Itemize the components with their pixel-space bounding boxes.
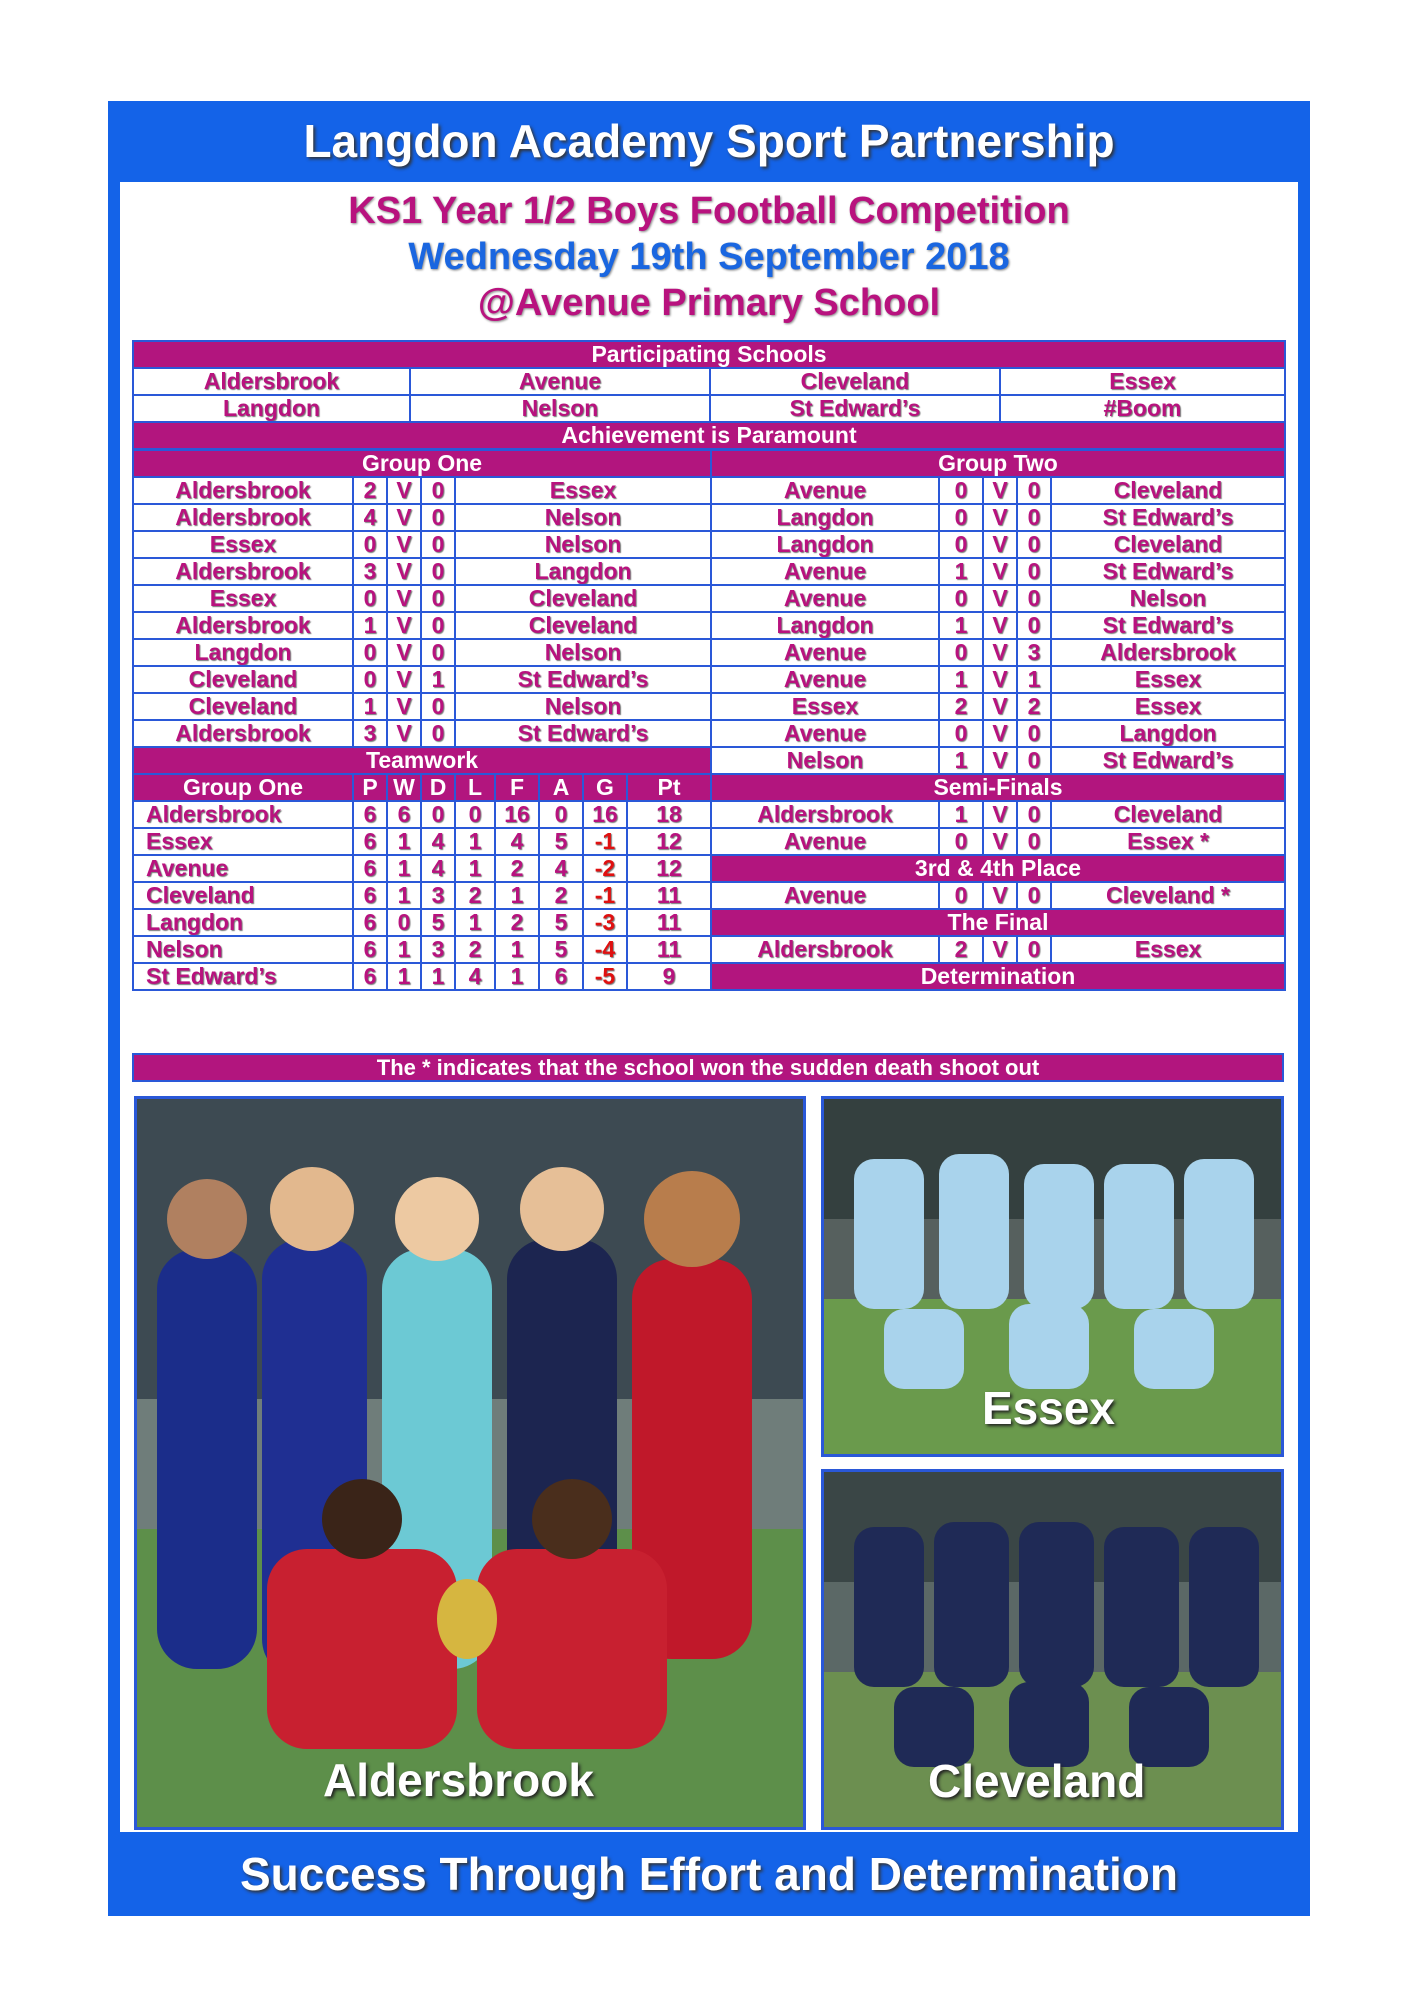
home-team: Aldersbrook <box>133 612 353 639</box>
participating-schools-table <box>132 340 1286 450</box>
match-row <box>711 612 1285 639</box>
away-score: 0 <box>1017 477 1051 504</box>
league-column-header: W <box>387 774 421 801</box>
match-row <box>711 882 1285 909</box>
league-stat: 2 <box>455 882 495 909</box>
league-row <box>133 801 711 828</box>
away-score: 0 <box>421 693 455 720</box>
league-stat: 16 <box>495 801 539 828</box>
match-row <box>133 477 711 504</box>
note-table <box>132 1053 1284 1082</box>
league-stat: 1 <box>421 963 455 990</box>
league-stat: 1 <box>387 855 421 882</box>
home-team: Aldersbrook <box>133 504 353 531</box>
away-score: 0 <box>1017 504 1051 531</box>
versus: V <box>387 477 421 504</box>
teamwork-row <box>133 747 711 774</box>
versus: V <box>387 693 421 720</box>
league-stat: 5 <box>421 909 455 936</box>
home-team: Avenue <box>711 882 939 909</box>
away-team: Cleveland <box>1051 477 1285 504</box>
home-team: Aldersbrook <box>133 558 353 585</box>
away-score: 0 <box>1017 585 1051 612</box>
away-team: St Edward’s <box>455 720 711 747</box>
competition-title: KS1 Year 1/2 Boys Football Competition <box>348 190 1070 232</box>
league-stat: 4 <box>455 963 495 990</box>
league-stat: 0 <box>387 909 421 936</box>
league-stat: 6 <box>353 882 387 909</box>
league-column-header: D <box>421 774 455 801</box>
away-team: Essex <box>1051 693 1285 720</box>
home-team: Essex <box>133 531 353 558</box>
away-team: St Edward’s <box>1051 558 1285 585</box>
match-row <box>711 558 1285 585</box>
home-score: 1 <box>939 666 983 693</box>
final-heading-row <box>711 909 1285 936</box>
home-team: Aldersbrook <box>711 801 939 828</box>
match-row <box>711 531 1285 558</box>
match-row <box>711 720 1285 747</box>
league-column-header: Pt <box>627 774 711 801</box>
semi-finals-heading-row <box>711 774 1285 801</box>
poster-frame <box>108 101 1310 1916</box>
versus: V <box>983 504 1017 531</box>
shootout-note: The * indicates that the school won the sudden death shoot out <box>133 1054 1283 1081</box>
league-stat: 11 <box>627 909 711 936</box>
home-team: Avenue <box>711 666 939 693</box>
versus: V <box>387 666 421 693</box>
away-team: Nelson <box>455 504 711 531</box>
essex-caption: Essex <box>982 1382 1116 1434</box>
league-column-header: Group One <box>133 774 353 801</box>
league-stat: 16 <box>583 801 627 828</box>
versus: V <box>983 612 1017 639</box>
match-row <box>133 531 711 558</box>
match-row <box>133 612 711 639</box>
group-one-heading: Group One <box>133 450 711 477</box>
achievement-banner: Achievement is Paramount <box>133 422 1285 449</box>
away-team: Aldersbrook <box>1051 639 1285 666</box>
versus: V <box>387 504 421 531</box>
league-row <box>133 855 711 882</box>
aldersbrook-team-photo <box>134 1096 806 1830</box>
league-row <box>133 828 711 855</box>
home-score: 4 <box>353 504 387 531</box>
away-team: Essex <box>1051 936 1285 963</box>
league-stat: 3 <box>421 882 455 909</box>
home-team: Avenue <box>711 720 939 747</box>
match-row <box>711 747 1285 774</box>
versus: V <box>983 666 1017 693</box>
school-cell: Avenue <box>410 368 710 395</box>
away-score: 0 <box>421 531 455 558</box>
league-stat: 1 <box>455 828 495 855</box>
league-stat: 0 <box>421 801 455 828</box>
home-score: 0 <box>353 639 387 666</box>
league-stat: 5 <box>539 828 583 855</box>
versus: V <box>983 936 1017 963</box>
versus: V <box>983 585 1017 612</box>
away-team: Nelson <box>455 639 711 666</box>
away-team: St Edward’s <box>1051 504 1285 531</box>
home-team: Essex <box>133 585 353 612</box>
away-team: Cleveland <box>455 612 711 639</box>
home-score: 0 <box>353 666 387 693</box>
league-header-row <box>133 774 711 801</box>
match-row <box>133 666 711 693</box>
home-score: 0 <box>939 585 983 612</box>
league-stat: -5 <box>583 963 627 990</box>
home-score: 3 <box>353 720 387 747</box>
league-column-header: F <box>495 774 539 801</box>
versus: V <box>387 531 421 558</box>
home-score: 1 <box>353 612 387 639</box>
league-team: Avenue <box>133 855 353 882</box>
league-stat: 0 <box>539 801 583 828</box>
home-team: Avenue <box>711 585 939 612</box>
school-cell: Aldersbrook <box>133 368 410 395</box>
league-stat: 0 <box>455 801 495 828</box>
versus: V <box>983 558 1017 585</box>
home-score: 2 <box>353 477 387 504</box>
league-team: Nelson <box>133 936 353 963</box>
match-row <box>711 801 1285 828</box>
home-score: 0 <box>939 828 983 855</box>
league-stat: 1 <box>495 963 539 990</box>
match-row <box>711 936 1285 963</box>
final-heading: The Final <box>711 909 1285 936</box>
away-score: 0 <box>1017 801 1051 828</box>
away-team: Cleveland * <box>1051 882 1285 909</box>
determination-banner: Determination <box>711 963 1285 990</box>
league-stat: 12 <box>627 855 711 882</box>
away-score: 0 <box>421 558 455 585</box>
versus: V <box>983 828 1017 855</box>
away-score: 0 <box>421 477 455 504</box>
home-team: Nelson <box>711 747 939 774</box>
away-score: 2 <box>1017 693 1051 720</box>
home-score: 0 <box>939 531 983 558</box>
match-row <box>133 720 711 747</box>
cleveland-team-photo <box>821 1469 1284 1830</box>
home-score: 0 <box>353 531 387 558</box>
group-two-heading: Group Two <box>711 450 1285 477</box>
league-stat: 6 <box>387 801 421 828</box>
versus: V <box>983 720 1017 747</box>
versus: V <box>983 882 1017 909</box>
away-score: 0 <box>1017 612 1051 639</box>
league-stat: 3 <box>421 936 455 963</box>
league-row <box>133 909 711 936</box>
away-score: 0 <box>1017 558 1051 585</box>
cleveland-caption: Cleveland <box>928 1755 1146 1807</box>
league-team: Cleveland <box>133 882 353 909</box>
league-stat: 1 <box>455 855 495 882</box>
away-score: 0 <box>421 612 455 639</box>
league-stat: 1 <box>495 882 539 909</box>
home-score: 0 <box>939 477 983 504</box>
away-team: Essex * <box>1051 828 1285 855</box>
versus: V <box>387 720 421 747</box>
league-stat: -2 <box>583 855 627 882</box>
third-place-heading: 3rd & 4th Place <box>711 855 1285 882</box>
participating-heading: Participating Schools <box>133 341 1285 368</box>
home-team: Essex <box>711 693 939 720</box>
match-row <box>133 504 711 531</box>
school-cell: Essex <box>1000 368 1285 395</box>
league-stat: 6 <box>353 801 387 828</box>
league-column-header: P <box>353 774 387 801</box>
competition-date: Wednesday 19th September 2018 <box>408 236 1010 278</box>
away-team: Nelson <box>455 693 711 720</box>
home-score: 1 <box>353 693 387 720</box>
home-score: 1 <box>939 612 983 639</box>
versus: V <box>387 639 421 666</box>
league-stat: 6 <box>353 936 387 963</box>
league-stat: 2 <box>539 882 583 909</box>
away-score: 0 <box>1017 720 1051 747</box>
teamwork-banner: Teamwork <box>133 747 711 774</box>
away-score: 0 <box>1017 882 1051 909</box>
versus: V <box>983 639 1017 666</box>
semi-finals-heading: Semi-Finals <box>711 774 1285 801</box>
home-score: 1 <box>939 558 983 585</box>
league-stat: 9 <box>627 963 711 990</box>
versus: V <box>387 585 421 612</box>
league-row <box>133 936 711 963</box>
home-team: Avenue <box>711 477 939 504</box>
away-team: St Edward’s <box>1051 747 1285 774</box>
home-score: 1 <box>939 801 983 828</box>
match-row <box>133 639 711 666</box>
league-stat: -4 <box>583 936 627 963</box>
aldersbrook-photo-art <box>137 1099 803 1827</box>
league-stat: 1 <box>387 936 421 963</box>
league-row <box>133 963 711 990</box>
away-score: 0 <box>421 504 455 531</box>
league-stat: 2 <box>455 936 495 963</box>
home-score: 2 <box>939 936 983 963</box>
league-stat: 1 <box>387 828 421 855</box>
poster-body <box>120 182 1298 1832</box>
match-row <box>711 666 1285 693</box>
away-score: 0 <box>421 720 455 747</box>
home-team: Avenue <box>711 828 939 855</box>
away-team: Cleveland <box>1051 531 1285 558</box>
away-score: 0 <box>421 585 455 612</box>
league-stat: 6 <box>353 855 387 882</box>
school-cell: Langdon <box>133 395 410 422</box>
home-team: Aldersbrook <box>133 477 353 504</box>
league-column-header: A <box>539 774 583 801</box>
match-row <box>711 585 1285 612</box>
league-stat: 11 <box>627 936 711 963</box>
group-one-heading-row <box>133 450 711 477</box>
league-team: St Edward’s <box>133 963 353 990</box>
league-stat: 4 <box>539 855 583 882</box>
away-score: 0 <box>1017 747 1051 774</box>
versus: V <box>983 801 1017 828</box>
away-team: Langdon <box>1051 720 1285 747</box>
home-score: 1 <box>939 747 983 774</box>
competition-venue: @Avenue Primary School <box>477 282 941 324</box>
away-team: Essex <box>1051 666 1285 693</box>
versus: V <box>983 747 1017 774</box>
determination-row <box>711 963 1285 990</box>
versus: V <box>387 558 421 585</box>
away-score: 0 <box>1017 936 1051 963</box>
league-stat: -1 <box>583 882 627 909</box>
league-stat: 18 <box>627 801 711 828</box>
league-stat: 12 <box>627 828 711 855</box>
away-team: St Edward’s <box>455 666 711 693</box>
home-team: Langdon <box>711 612 939 639</box>
home-score: 3 <box>353 558 387 585</box>
away-score: 1 <box>1017 666 1051 693</box>
away-score: 0 <box>1017 531 1051 558</box>
league-stat: 5 <box>539 936 583 963</box>
home-team: Cleveland <box>133 693 353 720</box>
versus: V <box>387 612 421 639</box>
away-team: Cleveland <box>455 585 711 612</box>
league-stat: 1 <box>455 909 495 936</box>
aldersbrook-caption: Aldersbrook <box>323 1754 594 1806</box>
home-score: 0 <box>939 882 983 909</box>
group-one-table <box>132 449 712 991</box>
match-row <box>133 693 711 720</box>
school-cell: #Boom <box>1000 395 1285 422</box>
away-team: Essex <box>455 477 711 504</box>
league-stat: 6 <box>353 909 387 936</box>
league-stat: 4 <box>421 828 455 855</box>
away-team: Nelson <box>455 531 711 558</box>
league-stat: 1 <box>387 882 421 909</box>
away-score: 0 <box>1017 828 1051 855</box>
match-row <box>711 639 1285 666</box>
away-team: Cleveland <box>1051 801 1285 828</box>
match-row <box>711 477 1285 504</box>
league-stat: 1 <box>495 936 539 963</box>
away-team: Nelson <box>1051 585 1285 612</box>
home-team: Avenue <box>711 558 939 585</box>
match-row <box>711 504 1285 531</box>
away-score: 3 <box>1017 639 1051 666</box>
match-row <box>711 693 1285 720</box>
home-team: Langdon <box>711 504 939 531</box>
league-team: Essex <box>133 828 353 855</box>
home-score: 0 <box>939 639 983 666</box>
match-row <box>711 828 1285 855</box>
partnership-header: Langdon Academy Sport Partnership <box>303 115 1115 167</box>
league-stat: 4 <box>495 828 539 855</box>
league-team: Langdon <box>133 909 353 936</box>
league-stat: 6 <box>539 963 583 990</box>
league-stat: -1 <box>583 828 627 855</box>
league-stat: 1 <box>387 963 421 990</box>
group-two-heading-row <box>711 450 1285 477</box>
away-score: 1 <box>421 666 455 693</box>
match-row <box>133 585 711 612</box>
third-place-heading-row <box>711 855 1285 882</box>
home-team: Aldersbrook <box>133 720 353 747</box>
home-team: Cleveland <box>133 666 353 693</box>
league-column-header: G <box>583 774 627 801</box>
home-score: 0 <box>353 585 387 612</box>
league-stat: 6 <box>353 963 387 990</box>
league-stat: 5 <box>539 909 583 936</box>
league-stat: 2 <box>495 909 539 936</box>
league-row <box>133 882 711 909</box>
home-score: 2 <box>939 693 983 720</box>
school-cell: St Edward’s <box>710 395 1000 422</box>
away-team: St Edward’s <box>1051 612 1285 639</box>
league-stat: 4 <box>421 855 455 882</box>
league-stat: 6 <box>353 828 387 855</box>
league-team: Aldersbrook <box>133 801 353 828</box>
league-stat: 11 <box>627 882 711 909</box>
home-team: Langdon <box>133 639 353 666</box>
versus: V <box>983 477 1017 504</box>
league-column-header: L <box>455 774 495 801</box>
motto-footer: Success Through Effort and Determination <box>240 1848 1178 1900</box>
match-row <box>133 558 711 585</box>
group-two-table <box>710 449 1286 991</box>
versus: V <box>983 531 1017 558</box>
away-score: 0 <box>421 639 455 666</box>
home-score: 0 <box>939 720 983 747</box>
versus: V <box>983 693 1017 720</box>
home-team: Aldersbrook <box>711 936 939 963</box>
home-team: Avenue <box>711 639 939 666</box>
school-cell: Nelson <box>410 395 710 422</box>
home-team: Langdon <box>711 531 939 558</box>
league-stat: -3 <box>583 909 627 936</box>
away-team: Langdon <box>455 558 711 585</box>
home-score: 0 <box>939 504 983 531</box>
essex-team-photo <box>821 1096 1284 1457</box>
league-stat: 2 <box>495 855 539 882</box>
school-cell: Cleveland <box>710 368 1000 395</box>
